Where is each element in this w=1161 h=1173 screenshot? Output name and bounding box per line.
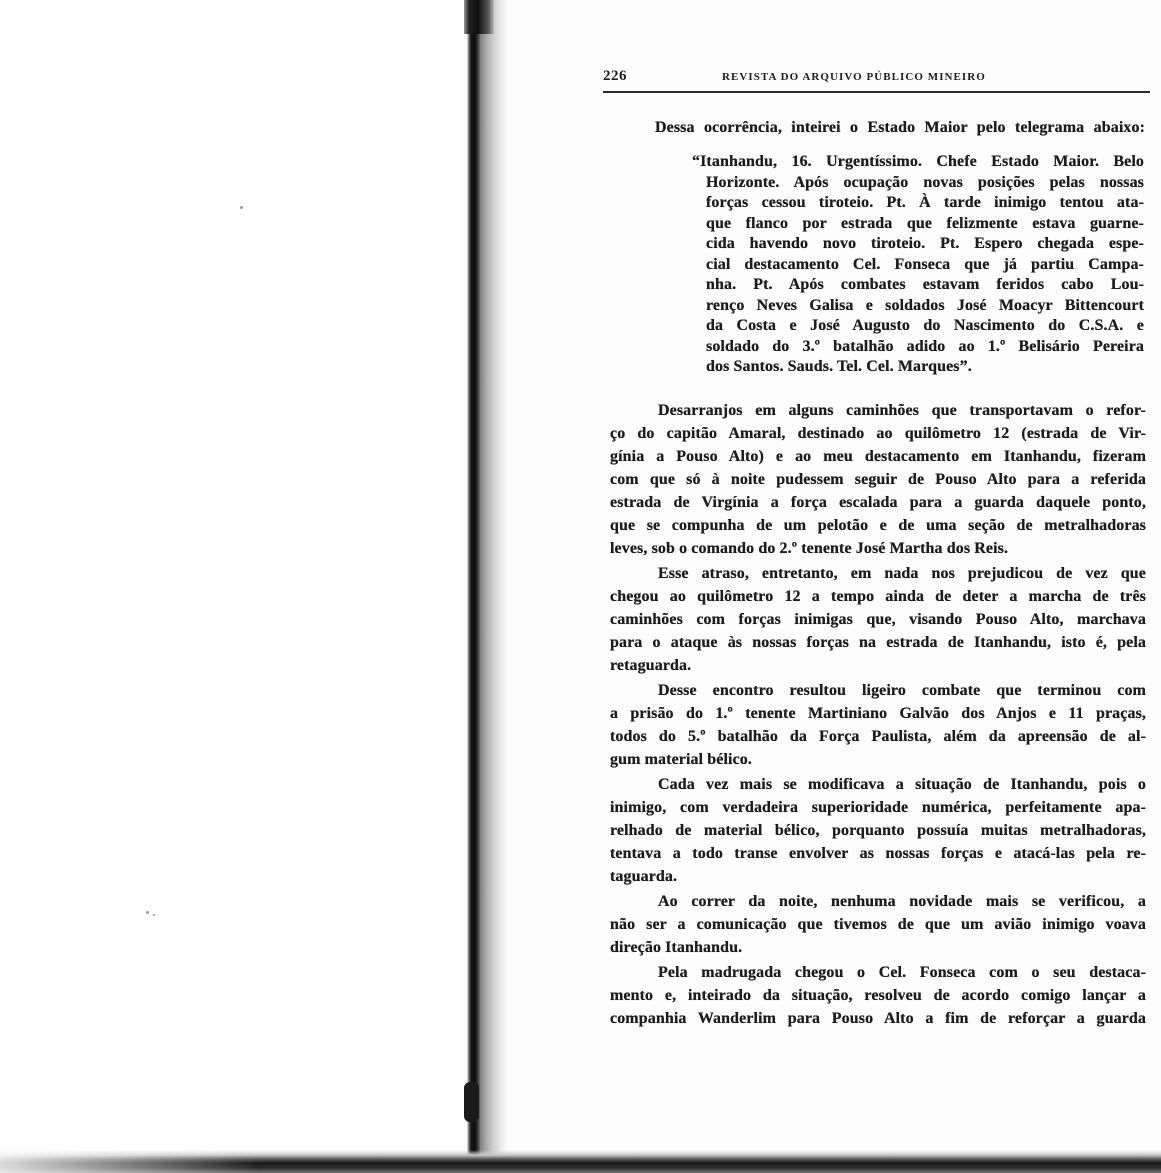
scan-speck — [153, 914, 155, 916]
book-gutter-shadow — [467, 0, 480, 1173]
paragraph — [610, 679, 1146, 771]
text-line: relhado de material bélico, porquanto possuía muitas metralhadoras, — [610, 821, 1146, 839]
text-line: inimigo, com verdadeira superioridade numérica, perfeitamente apa- — [610, 798, 1146, 816]
text-line: a prisão do 1.º tenente Martiniano Galvão dos Anjos e 11 praças, — [610, 704, 1146, 722]
telegram-line: dos Santos. Sauds. Tel. Cel. Marques”. — [706, 358, 972, 375]
telegram-quote — [692, 152, 1144, 378]
text-line: ço do capitão Amaral, destinado ao quilômetro 12 (estrada de Vir- — [610, 424, 1146, 442]
text-line: Desarranjos em alguns caminhões que transportavam o refor- — [658, 401, 1146, 419]
text-line: caminhões com forças inimigas que, visando Pouso Alto, marchava — [610, 610, 1146, 628]
blank-left-page — [0, 0, 467, 1150]
text-line: para o ataque às nossas forças na estrada de Itanhandu, isto é, pela — [610, 633, 1146, 651]
bottom-edge-fade — [0, 1150, 260, 1173]
telegram-line: da Costa e José Augusto do Nascimento do C.S.A. e — [706, 317, 1144, 334]
text-line: Dessa ocorrência, inteirei o Estado Maior pelo telegrama abaixo: — [655, 119, 1145, 136]
text-line: tentava a todo transe envolver as nossas forças e atacá-las pela re- — [610, 844, 1146, 862]
paragraph — [610, 562, 1146, 677]
book-gutter-gradient — [480, 0, 508, 1173]
text-line: que se compunha de um pelotão e de uma seção de metralhadoras — [610, 516, 1146, 534]
telegram-line: nha. Pt. Após combates estavam feridos cabo Lou- — [706, 276, 1144, 293]
telegram-line: cial destacamento Cel. Fonseca que já partiu Campa- — [706, 255, 1144, 273]
running-title: REVISTA DO ARQUIVO PÚBLICO MINEIRO — [722, 71, 986, 83]
telegram-line: renço Neves Galisa e soldados José Moacyr Bittencourt — [706, 296, 1144, 314]
text-line: Cada vez mais se modificava a situação de Itanhandu, pois o — [658, 775, 1146, 793]
telegram-line: “Itanhandu, 16. Urgentíssimo. Chefe Estado Maior. Belo — [692, 153, 1144, 170]
telegram-line: que flanco por estrada que felizmente estava guarne- — [706, 214, 1144, 232]
text-line: estrada de Virgínia a força escalada para a guarda daquele ponto, — [610, 493, 1146, 511]
paragraph — [610, 773, 1146, 888]
text-line: Pela madrugada chegou o Cel. Fonseca com o seu destaca- — [658, 963, 1146, 981]
text-line: direção Itanhandu. — [610, 938, 743, 956]
text-line: taguarda. — [610, 867, 678, 885]
telegram-line: Horizonte. Após ocupação novas posições pelas nossas — [706, 173, 1144, 191]
header-rule — [603, 91, 1150, 93]
intro-paragraph — [655, 117, 1145, 139]
text-line: companhia Wanderlim para Pouso Alto a fim de reforçar a guarda — [610, 1009, 1146, 1027]
scan-speck — [146, 911, 149, 914]
paragraph — [610, 399, 1146, 560]
text-line: gum material bélico. — [610, 750, 752, 768]
text-line: gínia a Pouso Alto) e ao meu destacamento em Itanhandu, fizeram — [610, 447, 1146, 465]
text-line: Desse encontro resultou ligeiro combate que terminou com — [658, 681, 1146, 699]
text-line: mento e, inteirado da situação, resolveu de acordo comigo lançar a — [610, 986, 1146, 1004]
telegram-line: soldado do 3.º batalhão adido ao 1.º Belisário Pereira — [706, 337, 1144, 355]
telegram-line: forças cessou tiroteio. Pt. À tarde inimigo tentou ata- — [706, 194, 1144, 211]
text-line: chegou ao quilômetro 12 a tempo ainda de deter a marcha de três — [610, 587, 1146, 605]
book-gutter-blot — [464, 1082, 479, 1122]
paragraph — [610, 890, 1146, 959]
text-line: todos do 5.º batalhão da Força Paulista, além da apreensão de al- — [610, 727, 1146, 745]
book-gutter-top-shadow — [464, 0, 494, 34]
telegram-line: cida havendo novo tiroteio. Pt. Espero chegada espe- — [706, 235, 1144, 252]
text-line: leves, sob o comando do 2.º tenente José Martha dos Reis. — [610, 539, 1009, 557]
text-line: Ao correr da noite, nenhuma novidade mais se verificou, a — [658, 892, 1146, 910]
page-number: 226 — [603, 68, 627, 84]
paragraph — [610, 961, 1146, 1030]
text-line: não ser a comunicação que tivemos de que um avião inimigo voava — [610, 915, 1146, 933]
scan-speck — [240, 206, 243, 209]
text-line: Esse atraso, entretanto, em nada nos prejudicou de vez que — [658, 564, 1146, 582]
text-line: retaguarda. — [610, 656, 692, 674]
text-line: com que só à noite pudessem seguir de Pouso Alto para a referida — [610, 470, 1146, 488]
